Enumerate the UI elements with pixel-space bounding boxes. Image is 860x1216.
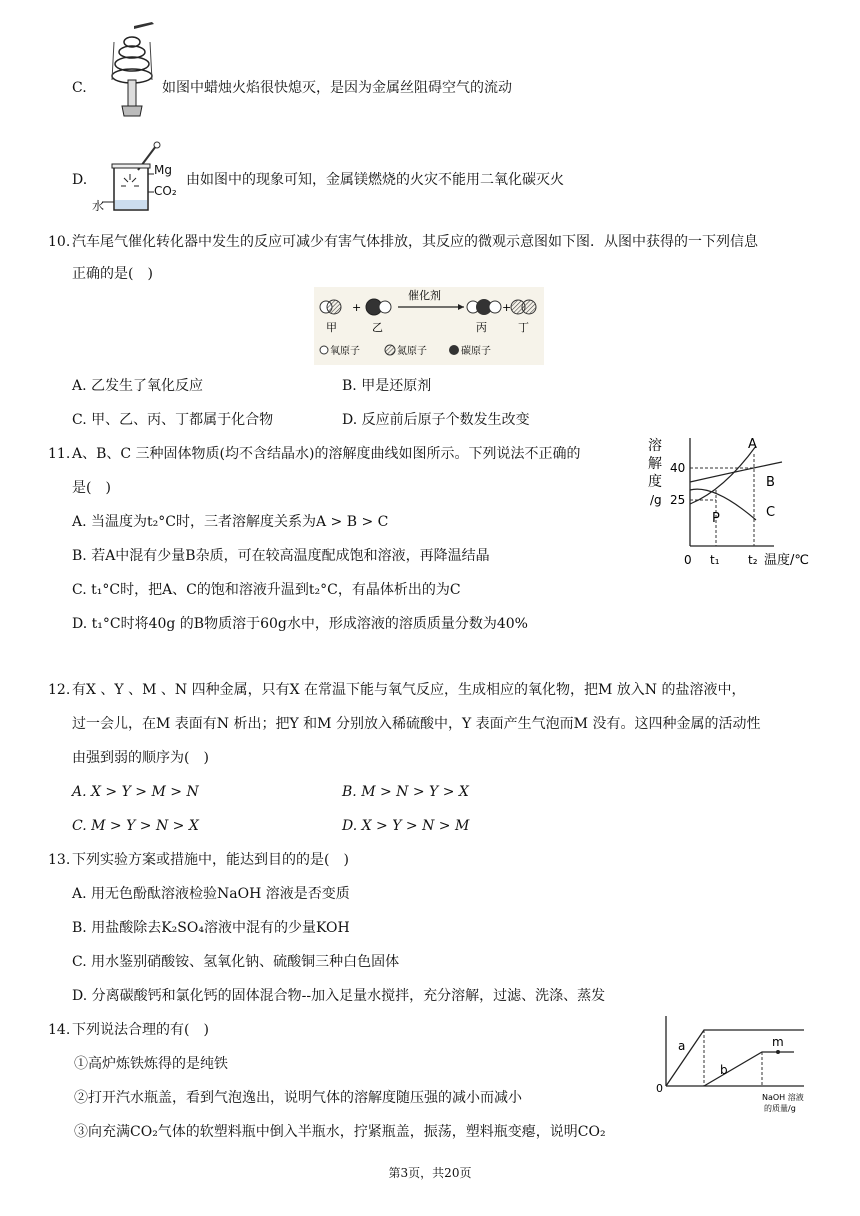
option-c-text: 如图中蜡烛火焰很快熄灭，是因为金属丝阻碍空气的流动 bbox=[162, 80, 512, 96]
origin-label: 0 bbox=[656, 1082, 663, 1095]
label-yi: 乙 bbox=[372, 321, 383, 334]
curve-c-label: C bbox=[766, 505, 776, 520]
question-12-stem-line2: 过一会儿，在M 表面有N 析出；把Y 和M 分别放入稀硫酸中，Y 表面产生气泡而M 没有。这四种金属的活动性 bbox=[72, 716, 761, 732]
curve-c bbox=[690, 489, 756, 520]
option-d-text: 由如图中的现象可知，金属镁燃烧的火灾不能用二氧化碳灭火 bbox=[186, 172, 564, 188]
question-13-stem: 下列实验方案或措施中，能达到目的的是( ) bbox=[72, 852, 349, 868]
t1-label: t₁ bbox=[710, 553, 720, 567]
y-axis-label: /g bbox=[650, 493, 662, 507]
curve-b-label: B bbox=[766, 475, 775, 490]
legend-nitrogen: 氮原子 bbox=[397, 346, 427, 357]
option-d-label: D. bbox=[72, 172, 88, 188]
x-axis-label: NaOH 溶液 bbox=[762, 1093, 804, 1102]
question-11-stem-line2: 是( ) bbox=[72, 480, 111, 496]
question-13-option-c[interactable]: C. 用水鉴别硝酸铵、氢氧化钠、硫酸铜三种白色固体 bbox=[72, 954, 400, 970]
point-m bbox=[776, 1050, 780, 1054]
question-number: 14. bbox=[48, 1022, 71, 1038]
question-10-option-a[interactable]: A. 乙发生了氧化反应 bbox=[72, 378, 204, 394]
origin-label: 0 bbox=[684, 553, 692, 567]
question-12-stem-line1: 有X 、Y 、M 、N 四种金属，只有X 在常温下能与氧气反应，生成相应的氧化物，把M 放入N 的盐溶液中， bbox=[72, 682, 746, 698]
y-axis-label: 度 bbox=[648, 474, 662, 490]
question-number: 11. bbox=[48, 446, 71, 462]
label-jia: 甲 bbox=[326, 321, 337, 334]
curve-b-label: b bbox=[720, 1063, 728, 1077]
question-number: 12. bbox=[48, 682, 71, 698]
page-footer: 第3页，共20页 bbox=[388, 1166, 472, 1180]
question-12-option-a[interactable]: A. X > Y > M > N bbox=[72, 784, 199, 800]
question-11-stem-line1: A、B、C 三种固体物质(均不含结晶水)的溶解度曲线如图所示。下列说法不正确的 bbox=[72, 446, 581, 462]
label-bing: 丙 bbox=[476, 321, 487, 334]
x-axis-label: 温度/℃ bbox=[764, 553, 809, 568]
legend-carbon: 碳原子 bbox=[461, 346, 491, 357]
x-axis-label: 的质量/g bbox=[764, 1104, 796, 1113]
point-m-label: m bbox=[772, 1035, 784, 1049]
question-10-option-c[interactable]: C. 甲、乙、丙、丁都属于化合物 bbox=[72, 412, 274, 428]
question-11-option-a[interactable]: A. 当温度为t₂°C时，三者溶解度关系为A > B > C bbox=[72, 514, 389, 530]
question-10-stem-line2: 正确的是( ) bbox=[72, 266, 153, 282]
question-10-stem-line1: 汽车尾气催化转化器中发生的反应可减少有害气体排放，其反应的微观示意图如下图．从图中获得的一下列信息 bbox=[72, 234, 758, 250]
fig-d-co2-label: CO₂ bbox=[154, 184, 177, 198]
solubility-curve-graph bbox=[644, 434, 824, 574]
question-11-option-d[interactable]: D. t₁°C时将40g 的B物质溶于60g水中，形成溶液的溶质质量分数为40% bbox=[72, 616, 528, 632]
catalyst-label: 催化剂 bbox=[408, 289, 441, 302]
curve-b bbox=[704, 1052, 794, 1086]
curve-a-label: A bbox=[748, 437, 757, 452]
fig-d-water-label: 水 bbox=[92, 199, 105, 213]
question-13-option-d[interactable]: D. 分离碳酸钙和氯化钙的固体混合物--加入足量水搅拌，充分溶解，过滤、洗涤、蒸发 bbox=[72, 988, 606, 1004]
magnesium-co2-figure bbox=[98, 140, 182, 216]
question-10-option-b[interactable]: B. 甲是还原剂 bbox=[342, 378, 432, 394]
question-10-option-d[interactable]: D. 反应前后原子个数发生改变 bbox=[342, 412, 530, 428]
y-axis-label: 解 bbox=[648, 456, 662, 472]
fig-d-mg-label: Mg bbox=[154, 163, 172, 177]
question-11-option-b[interactable]: B. 若A中混有少量B杂质，可在较高温度配成饱和溶液，再降温结晶 bbox=[72, 548, 490, 564]
question-14-statement-1: ①高炉炼铁炼得的是纯铁 bbox=[74, 1056, 228, 1072]
question-number: 13. bbox=[48, 852, 71, 868]
plus-sign: + bbox=[502, 301, 512, 314]
question-14-stem: 下列说法合理的有( ) bbox=[72, 1022, 209, 1038]
option-c-label: C. bbox=[72, 80, 87, 96]
candle-coil-figure bbox=[104, 20, 160, 122]
label-ding: 丁 bbox=[518, 321, 529, 334]
question-number: 10. bbox=[48, 234, 71, 250]
question-11-option-c[interactable]: C. t₁°C时，把A、C的饱和溶液升温到t₂°C，有晶体析出的为C bbox=[72, 582, 461, 598]
question-12-option-c[interactable]: C. M > Y > N > X bbox=[72, 818, 199, 834]
plus-sign: + bbox=[352, 301, 362, 314]
t2-label: t₂ bbox=[748, 553, 758, 567]
question-12-option-b[interactable]: B. M > N > Y > X bbox=[342, 784, 469, 800]
y-axis-label: 溶 bbox=[648, 438, 662, 454]
naoh-reaction-graph bbox=[654, 1012, 814, 1120]
question-13-option-a[interactable]: A. 用无色酚酞溶液检验NaOH 溶液是否变质 bbox=[72, 886, 350, 902]
reaction-diagram bbox=[314, 287, 544, 365]
question-12-stem-line3: 由强到弱的顺序为( ) bbox=[72, 750, 209, 766]
point-p-label: P bbox=[712, 511, 720, 526]
curve-a-label: a bbox=[678, 1039, 686, 1053]
question-14-statement-3: ③向充满CO₂气体的软塑料瓶中倒入半瓶水，拧紧瓶盖，振荡，塑料瓶变瘪，说明CO₂ bbox=[74, 1124, 606, 1140]
question-12-option-d[interactable]: D. X > Y > N > M bbox=[342, 818, 470, 834]
tick-25: 25 bbox=[670, 493, 686, 507]
question-13-option-b[interactable]: B. 用盐酸除去K₂SO₄溶液中混有的少量KOH bbox=[72, 920, 350, 936]
legend-oxygen: 氧原子 bbox=[330, 346, 360, 357]
question-14-statement-2: ②打开汽水瓶盖，看到气泡逸出，说明气体的溶解度随压强的减小而减小 bbox=[74, 1090, 522, 1106]
tick-40: 40 bbox=[670, 461, 686, 475]
